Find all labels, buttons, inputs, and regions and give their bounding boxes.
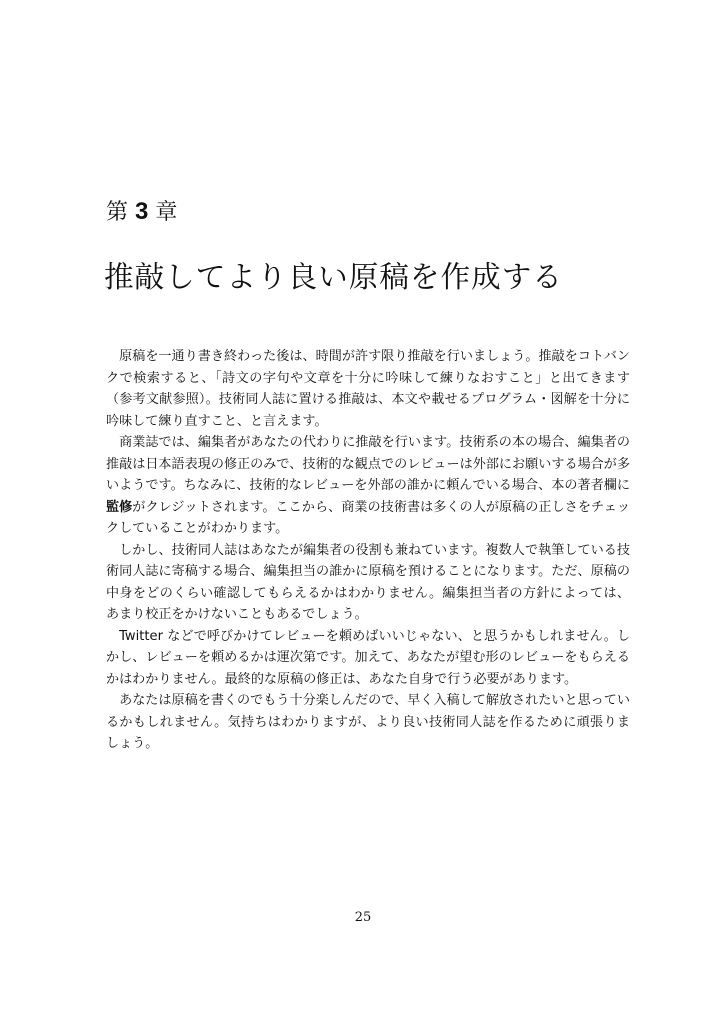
bold-term: 監修 xyxy=(106,499,133,515)
paragraph-text: 商業誌では、編集者があなたの代わりに推敲を行います。技術系の本の場合、編集者の推敲は日本語表現の修正のみで、技術的な観点でのレビューは外部にお願いする場合が多いようです。ちなみに、技術的なレビューを外部の誰かに頼んでいる場合、本の著者欄に xyxy=(106,435,630,493)
paragraph-text: Twitter などで呼びかけてレビューを頼めばいいじゃない、と思うかもしれません。しかし、レビューを頼めるかは運次第です。加えて、あなたが望む形のレビューをもらえるかはわかりません。最終的な原稿の修正は、あなた自身で行う必要があります。 xyxy=(106,628,630,687)
chapter-number: 3 xyxy=(135,198,150,225)
chapter-prefix: 第 xyxy=(106,200,130,225)
paragraph xyxy=(106,690,630,755)
chapter-title: 推敲してより良い原稿を作成する xyxy=(104,260,563,294)
paragraph xyxy=(106,626,630,691)
paragraph xyxy=(106,432,630,540)
paragraph-text: あなたは原稿を書くのでもう十分楽しんだので、早く入稿して解放されたいと思っているかもしれません。気持ちはわかりますが、より良い技術同人誌を作るために頑張りましょう。 xyxy=(106,693,630,751)
chapter-label xyxy=(106,196,178,229)
page-number: 25 xyxy=(354,910,372,925)
body-text xyxy=(106,346,630,755)
paragraph-text: 原稿を一通り書き終わった後は、時間が許す限り推敲を行いましょう。推敲をコトバンクで検索すると、「詩文の字句や文章を十分に吟味して練りなおすこと」と出てきます（参考文献参照）。技術同人誌に置ける推敲は、本文や載せるプログラム・図解を十分に吟味して練り直すこと、と言えます。 xyxy=(106,349,630,429)
paragraph xyxy=(106,346,630,432)
chapter-suffix: 章 xyxy=(155,200,179,225)
paragraph-text: がクレジットされます。ここから、商業の技術書は多くの人が原稿の正しさをチェックしていることがわかります。 xyxy=(106,499,631,536)
paragraph xyxy=(106,540,630,626)
paragraph-text: しかし、技術同人誌はあなたが編集者の役割も兼ねています。複数人で執筆している技術同人誌に寄稿する場合、編集担当の誰かに原稿を預けることになります。ただ、原稿の中身をどのくらい確認してもらえるかはわかりません。編集担当者の方針によっては、あまり校正をかけないこともあるでしょう。 xyxy=(106,542,630,622)
